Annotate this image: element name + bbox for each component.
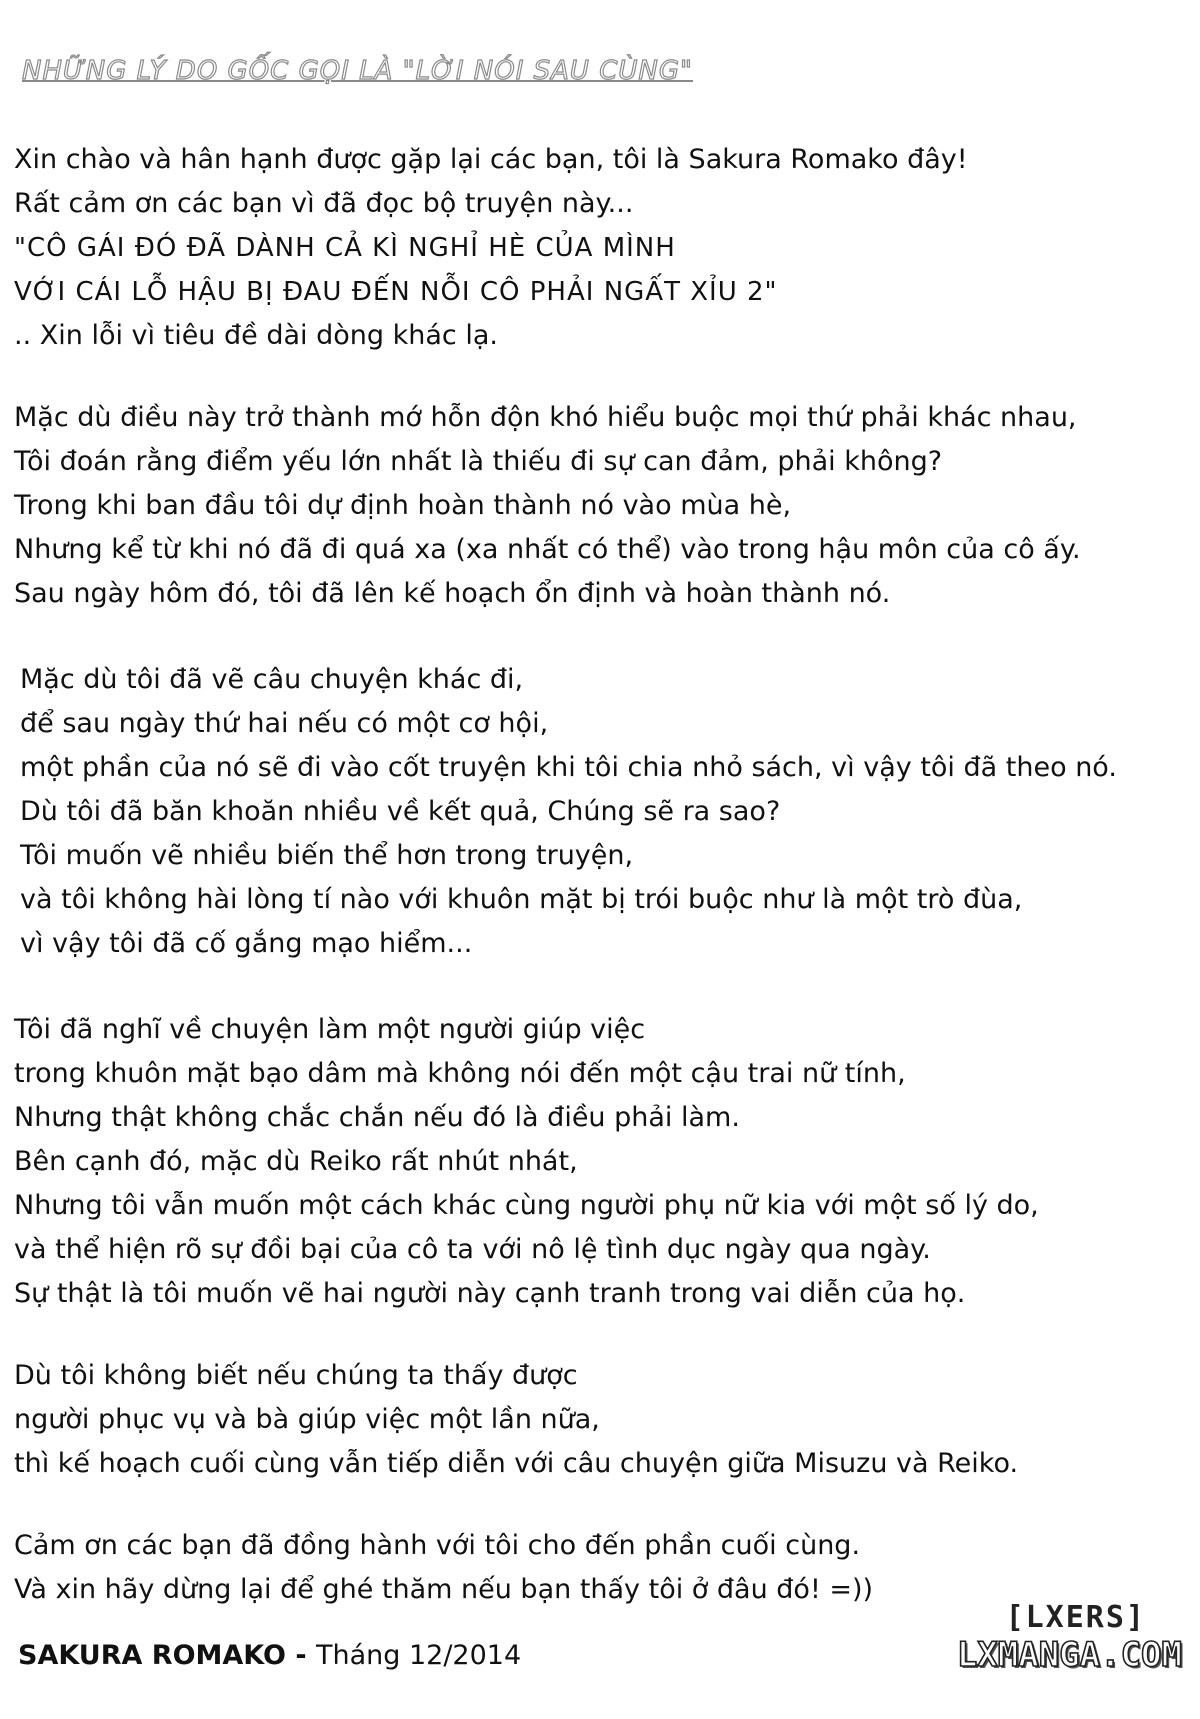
author-name: SAKURA ROMAKO bbox=[18, 1640, 286, 1671]
text-line: và tôi không hài lòng tí nào với khuôn mặt bị trói buộc như là một trò đùa, bbox=[20, 884, 1023, 915]
text-line: và thể hiện rõ sự đồi bại của cô ta với nô lệ tình dục ngày qua ngày. bbox=[14, 1234, 931, 1265]
paragraph-6 bbox=[14, 1524, 1194, 1612]
text-line: Mặc dù tôi đã vẽ câu chuyện khác đi, bbox=[20, 664, 524, 695]
text-line: Sự thật là tôi muốn vẽ hai người này cạnh tranh trong vai diễn của họ. bbox=[14, 1278, 966, 1309]
paragraph-1 bbox=[14, 138, 1194, 358]
text-line: Cảm ơn các bạn đã đồng hành với tôi cho đến phần cuối cùng. bbox=[14, 1530, 861, 1561]
text-line: vì vậy tôi đã cố gắng mạo hiểm... bbox=[20, 928, 473, 959]
text-line: Bên cạnh đó, mặc dù Reiko rất nhút nhát, bbox=[14, 1146, 578, 1177]
title-line: "CÔ GÁI ĐÓ ĐÃ DÀNH CẢ KÌ NGHỈ HÈ CỦA MÌNH bbox=[14, 233, 676, 263]
watermark-group: [LXERS] bbox=[1005, 1600, 1146, 1635]
paragraph-spacer bbox=[14, 1486, 1194, 1524]
text-line: Nhưng tôi vẫn muốn một cách khác cùng người phụ nữ kia với một số lý do, bbox=[14, 1190, 1039, 1221]
paragraph-spacer bbox=[14, 616, 1194, 658]
text-line: trong khuôn mặt bạo dâm mà không nói đến một cậu trai nữ tính, bbox=[14, 1058, 906, 1089]
text-line: Mặc dù điều này trở thành mớ hỗn độn khó hiểu buộc mọi thứ phải khác nhau, bbox=[14, 402, 1077, 433]
title-line: VỚI CÁI LỖ HẬU BỊ ĐAU ĐẾN NỖI CÔ PHẢI NGẤT XỈU 2" bbox=[14, 277, 778, 307]
paragraph-3 bbox=[14, 658, 1194, 966]
text-line: người phục vụ và bà giúp việc một lần nữa, bbox=[14, 1404, 600, 1435]
page-heading: NHỮNG LÝ DO GỐC GỌI LÀ "LỜI NÓI SAU CÙNG" bbox=[22, 56, 693, 86]
paragraph-2 bbox=[14, 396, 1194, 616]
text-line: Tôi đã nghĩ về chuyện làm một người giúp việc bbox=[14, 1014, 646, 1045]
text-line: Sau ngày hôm đó, tôi đã lên kế hoạch ổn định và hoàn thành nó. bbox=[14, 578, 891, 609]
text-line: để sau ngày thứ hai nếu có một cơ hội, bbox=[20, 708, 549, 739]
afterword-body bbox=[14, 138, 1194, 1612]
text-line: Dù tôi đã băn khoăn nhiều về kết quả, Chúng sẽ ra sao? bbox=[20, 796, 781, 827]
text-line: Tôi muốn vẽ nhiều biến thể hơn trong truyện, bbox=[20, 840, 634, 871]
paragraph-4 bbox=[14, 1008, 1194, 1316]
paragraph-spacer bbox=[14, 358, 1194, 396]
text-line: một phần của nó sẽ đi vào cốt truyện khi tôi chia nhỏ sách, vì vậy tôi đã theo nó. bbox=[20, 752, 1117, 783]
text-line: Trong khi ban đầu tôi dự định hoàn thành nó vào mùa hè, bbox=[14, 490, 792, 521]
author-signature bbox=[18, 1640, 521, 1671]
signature-separator: - bbox=[285, 1640, 316, 1671]
text-line: Rất cảm ơn các bạn vì đã đọc bộ truyện này... bbox=[14, 188, 634, 219]
signature-date: Tháng 12/2014 bbox=[316, 1640, 522, 1671]
text-line: Tôi đoán rằng điểm yếu lớn nhất là thiếu đi sự can đảm, phải không? bbox=[14, 446, 943, 477]
paragraph-spacer bbox=[14, 1316, 1194, 1354]
watermark-site: LXMANGA.COM bbox=[956, 1635, 1182, 1675]
text-line: Nhưng kể từ khi nó đã đi quá xa (xa nhất có thể) vào trong hậu môn của cô ấy. bbox=[14, 534, 1081, 565]
text-line: Xin chào và hân hạnh được gặp lại các bạn, tôi là Sakura Romako đây! bbox=[14, 144, 968, 175]
text-line: Và xin hãy dừng lại để ghé thăm nếu bạn thấy tôi ở đâu đó! =)) bbox=[14, 1574, 874, 1605]
text-line: Nhưng thật không chắc chắn nếu đó là điều phải làm. bbox=[14, 1102, 740, 1133]
paragraph-spacer bbox=[14, 966, 1194, 1008]
text-line: thì kế hoạch cuối cùng vẫn tiếp diễn với câu chuyện giữa Misuzu và Reiko. bbox=[14, 1448, 1019, 1479]
scanlation-watermark bbox=[957, 1600, 1182, 1675]
text-line: .. Xin lỗi vì tiêu đề dài dòng khác lạ. bbox=[14, 320, 498, 351]
text-line: Dù tôi không biết nếu chúng ta thấy được bbox=[14, 1360, 578, 1391]
paragraph-5 bbox=[14, 1354, 1194, 1486]
